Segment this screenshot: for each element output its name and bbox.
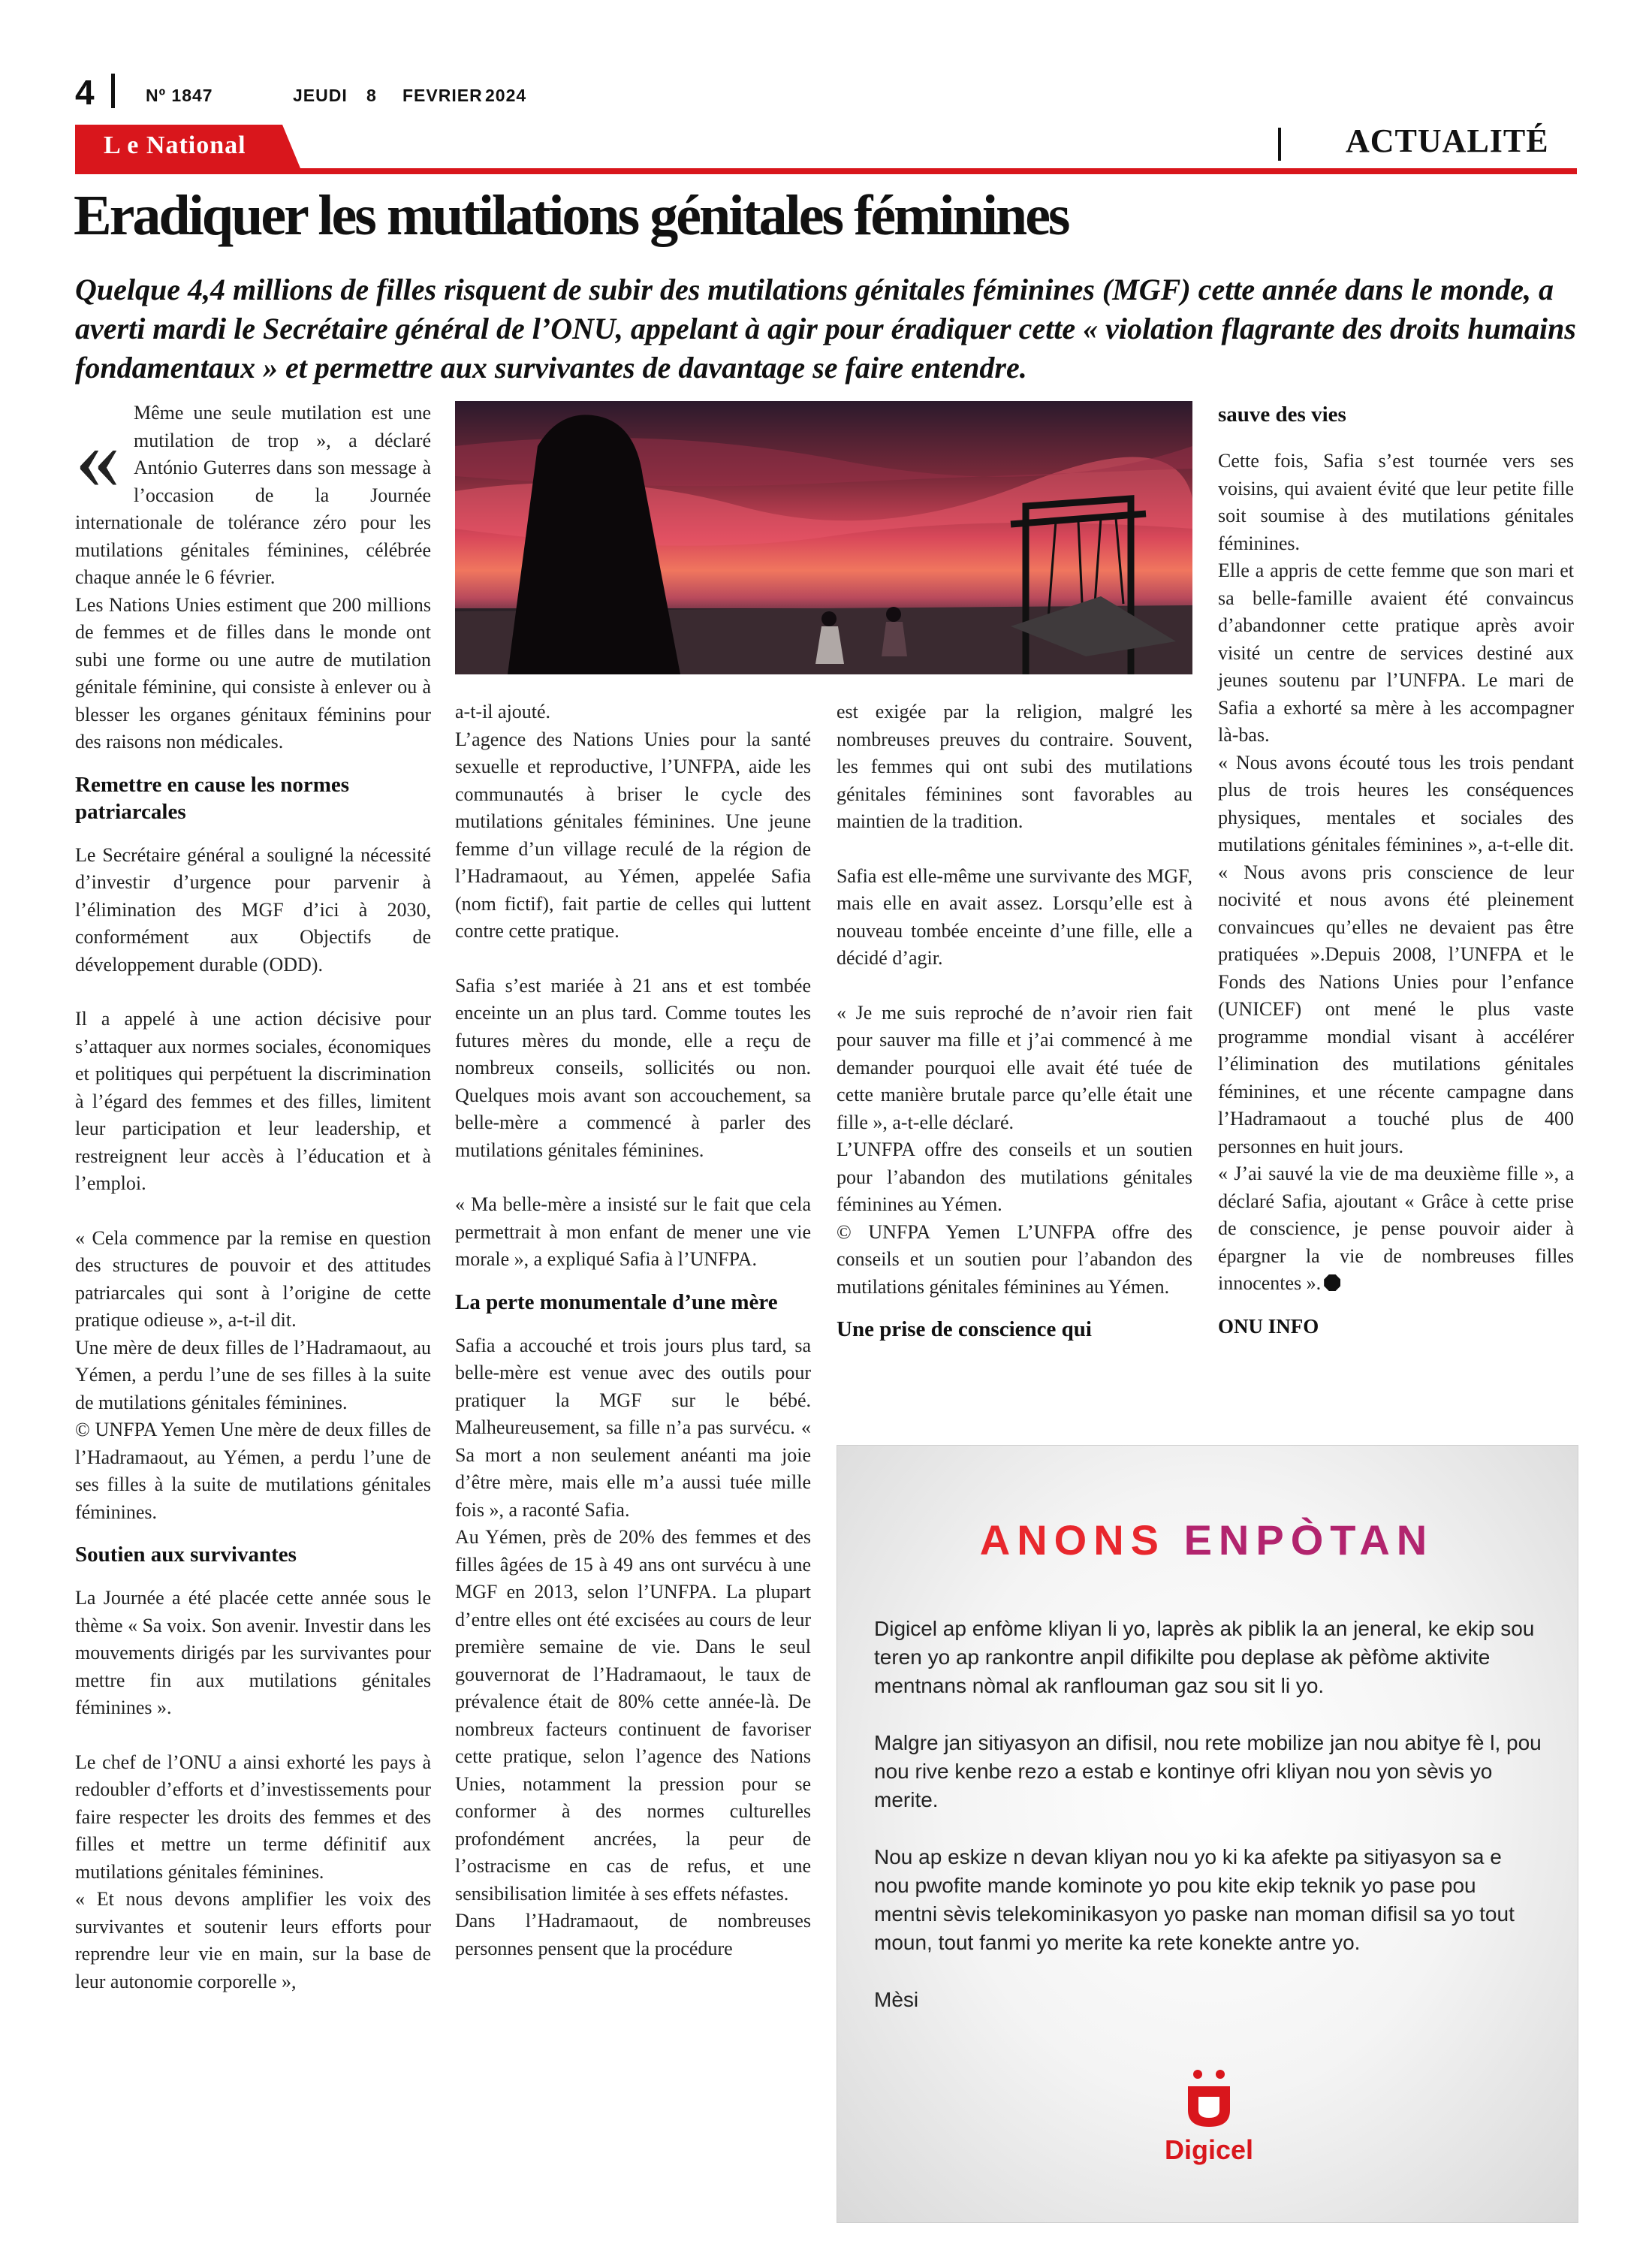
paragraph: Cette fois, Safia s’est tournée vers ses voisins, qui avaient évité que leur petite fille soit soumise à des mutilations génitales féminines.: [1218, 450, 1574, 554]
issue-month: FEVRIER: [402, 86, 483, 105]
paragraph: Une mère de deux filles de l’Hadramaout, au Yémen, a perdu l’une de ses filles à la suite de mutilations génitales féminines.: [75, 1336, 431, 1413]
issue-number: Nº 1847: [146, 86, 213, 105]
paragraph: « Je me suis reproché de n’avoir rien fait pour sauver ma fille et j’ai commencé à me demander pourquoi elle avait été tuée de cette manière brutale parce qu’elle était une fille », a-t-elle déclaré.: [837, 1001, 1192, 1133]
photo-credit: © UNFPA Yemen Une mère de deux filles de l’Hadramaout, au Yémen, a perdu l’une de ses filles à la suite de mutilations génitales féminines.: [75, 1419, 431, 1523]
paragraph: « Cela commence par la remise en question des structures de pouvoir et des attitudes patriarcales qui sont à l’origine de cette pratique odieuse », a-t-il dit.: [75, 1226, 431, 1331]
section-divider: [1278, 128, 1281, 161]
paragraph-final: [1218, 1160, 1574, 1298]
subheading: La perte monumentale d’une mère: [455, 1289, 778, 1314]
final-quote: « J’ai sauvé la vie de ma deuxième fille », a déclaré Safia, ajoutant « Grâce à cette prise de conscience, je pense pouvoir aider à épargner la vie de nombreuses filles innocentes ».: [1218, 1163, 1574, 1294]
paragraph: La Journée a été placée cette année sous le thème « Sa voix. Son avenir. Investir dans les mouvements dirigés par les survivantes pour mettre fin aux mutilations génitales féminines ».: [75, 1587, 431, 1718]
digicel-logo-text: Digicel: [1164, 2134, 1254, 2165]
paragraph: Safia s’est mariée à 21 ans et est tombée enceinte un an plus tard. Comme toutes les futures mères du monde, elle a reçu de nombreux conseils, sollicités ou non. Quelques mois avant son accouchement, sa belle-mère a commencé à parler des mutilations génitales féminines.: [455, 974, 811, 1161]
issue-date: 8: [366, 86, 377, 105]
ad-body: [874, 1615, 1542, 2043]
subheading: Une prise de conscience qui: [837, 1317, 1092, 1341]
ad-paragraph: Nou ap eskize n devan kliyan nou yo ki ka afekte pa sitiyasyon sa e nou pwofite mande kominote yo pou kite ekip teknik yo pase pou mentni sèvis telekominikasyon yo paske nan moman difisil sa yo tout moun, tout fanmi yo merite ka rete konekte antre yo.: [874, 1845, 1515, 1954]
header-rule: [75, 168, 1577, 174]
paragraph: Les Nations Unies estiment que 200 millions de femmes et de filles dans le monde ont subi une forme ou une autre de mutilation génitale féminine, qui consiste à enlever ou à blesser les organes génitaux féminins pour des raisons non médicales.: [75, 593, 431, 753]
subheading-continued: sauve des vies: [1218, 403, 1346, 427]
article-column-4: [1218, 401, 1574, 1340]
article-column-1: [75, 400, 431, 1995]
paragraph: a-t-il ajouté.: [455, 701, 551, 722]
paragraph: « Nous avons écouté tous les trois pendant plus de trois heures les conséquences physiques, mentales et sociales des mutilations génitales féminines », a-t-elle dit. « Nous avons pris conscience de leur nocivité et nous avons été pleinement convaincues qu’elles ne devaient pas être pratiquées ».Depuis 2008, l’UNFPA et le Fonds des Nations Unies pour l’enfance (UNICEF) ont mené le plus vaste programme mondial visant à accélérer l’élimination des mutilations génitales féminines, et une récente campagne dans l’Hadramaout a touché plus de 400 personnes en huit jours.: [1218, 751, 1574, 1157]
paragraph: Le Secrétaire général a souligné la nécessité d’investir d’urgence pour parvenir à l’élimination des MGF d’ici à 2030, conformément aux Objectifs de développement durable (ODD).: [75, 843, 431, 976]
article-column-2: [455, 698, 811, 1962]
sunset-silhouette-image: [455, 401, 1192, 674]
section-label: ACTUALITÉ: [1346, 122, 1549, 159]
issue-year: 2024: [485, 86, 527, 105]
paragraph: L’UNFPA offre des conseils et un soutien pour l’abandon des mutilations génitales féminines au Yémen.: [837, 1139, 1192, 1215]
ad-title-part1: ANONS: [979, 1516, 1166, 1564]
lede: Quelque 4,4 millions de filles risquent de subir des mutilations génitales féminines (MGF) cette année dans le monde, a averti mardi le Secrétaire général de l’ONU, appelant à agir pour éradiquer cette « violation flagrante des droits humains fondamentaux » et permettre aux survivantes de davantage se faire entendre.: [75, 273, 1576, 385]
paragraph: Dans l’Hadramaout, de nombreuses personnes pensent que la procédure: [455, 1910, 811, 1959]
subheading: Soutien aux survivantes: [75, 1543, 297, 1567]
article-column-3: [837, 698, 1192, 1359]
paragraph: Même une seule mutilation est une mutilation de trop », a déclaré António Guterres dans son message à l’occasion de la Journée internationale de tolérance zéro pour les mutilations génitales féminines, célébrée chaque année le 6 février.: [75, 402, 431, 588]
paragraph: Elle a appris de cette femme que son mari et sa belle-famille avaient été convaincus d’abandonner cette pratique après avoir visité un centre de services destiné aux jeunes soutenu par l’UNFPA. Le mari de Safia a exhorté sa mère à les accompagner là-bas.: [1218, 559, 1574, 746]
ad-title: [837, 1516, 1577, 1564]
paragraph: Safia a accouché et trois jours plus tard, sa belle-mère est venue avec des outils pour pratiquer la MGF sur le bébé. Malheureusement, sa fille n’a pas survécu. « Sa mort a non seulement anéanti ma joie d’être mère, mais elle m’a aussi tuée mille fois », a raconté Safia.: [455, 1334, 811, 1521]
page-number-divider: [111, 74, 115, 108]
paragraph: L’agence des Nations Unies pour la santé sexuelle et reproductive, l’UNFPA, aide les communautés à briser le cycle des mutilations génitales féminines. Une jeune femme d’un village reculé de la région de l’Hadramaout, au Yémen, appelée Safia (nom fictif), fait partie de celles qui luttent contre cette pratique.: [455, 728, 811, 942]
byline: ONU INFO: [1218, 1314, 1319, 1338]
ad-paragraph: Malgre jan sitiyasyon an difisil, nou rete mobilize jan nou abitye fè l, pou nou rive kenbe rezo a estab e kontinye ofri kliyan nou yon sèvis yo merite.: [874, 1731, 1542, 1811]
paragraph: « Ma belle-mère a insisté sur le fait que cela permettrait à mon enfant de mener une vie morale », a expliqué Safia à l’UNFPA.: [455, 1193, 811, 1270]
ad-paragraph: Digicel ap enfòme kliyan li yo, laprès ak piblik la an jeneral, ke ekip sou teren yo ap rankontre anpil difikilte pou deplase ak pèfòme aktivite mentnans nòmal ak ranflouman gaz sou sit li yo.: [874, 1617, 1535, 1697]
article-photo: [455, 401, 1192, 674]
paragraph: Au Yémen, près de 20% des femmes et des filles âgées de 15 à 49 ans ont survécu à une MGF en 2013, selon l’UNFPA. La plupart d’entre elles ont été excisées au cours de leur première semaine de vie. Dans le seul gouvernorat de l’Hadramaout, le taux de prévalence était de 80% cette année-là. De nombreux facteurs continuent de favoriser cette pratique, selon l’agence des Nations Unies, notamment la pression pour se conformer à des normes culturelles profondément ancrées, la peur de l’ostracisme en cas de refus, et une sensibilisation limitée à ses effets néfastes.: [455, 1526, 811, 1905]
paragraph: est exigée par la religion, malgré les nombreuses preuves du contraire. Souvent, les femmes qui ont subi des mutilations génitales féminines sont favorables au maintien de la tradition.: [837, 701, 1192, 832]
paragraph: « Et nous devons amplifier les voix des survivantes et soutenir leurs efforts pour reprendre leur vie en main, sur la base de leur autonomie corporelle »,: [75, 1888, 431, 1992]
ad-title-part2: ENPÒTAN: [1183, 1516, 1434, 1564]
paragraph: Safia est elle-même une survivante des MGF, mais elle en avait assez. Lorsqu’elle est à nouveau tombée enceinte d’une fille, elle a décidé d’agir.: [837, 864, 1192, 969]
ad-signoff: Mèsi: [874, 1988, 919, 2011]
drop-quote: «: [75, 408, 120, 508]
photo-credit: © UNFPA Yemen L’UNFPA offre des conseils et un soutien pour l’abandon des mutilations génitales féminines au Yémen.: [837, 1220, 1192, 1298]
subheading: Remettre en cause les normes patriarcales: [75, 772, 350, 824]
paragraph: Le chef de l’ONU a ainsi exhorté les pays à redoubler d’efforts et d’investissements pour faire respecter les droits des femmes et des filles et mettre un terme définitif aux mutilations génitales féminines.: [75, 1751, 431, 1883]
brand-name: L e National: [104, 131, 246, 159]
paragraph: Il a appelé à une action décisive pour s’attaquer aux normes sociales, économiques et politiques qui perpétuent la discrimination à l’égard des femmes et des filles, limitent leur participation et leur leadership, et restreignent leur accès à l’éducation et à l’emploi.: [75, 1008, 431, 1194]
end-mark-icon: [1324, 1274, 1340, 1291]
page-number: 4: [75, 73, 95, 112]
headline: Eradiquer les mutilations génitales féminines: [74, 184, 1069, 247]
issue-day: JEUDI: [293, 86, 348, 105]
